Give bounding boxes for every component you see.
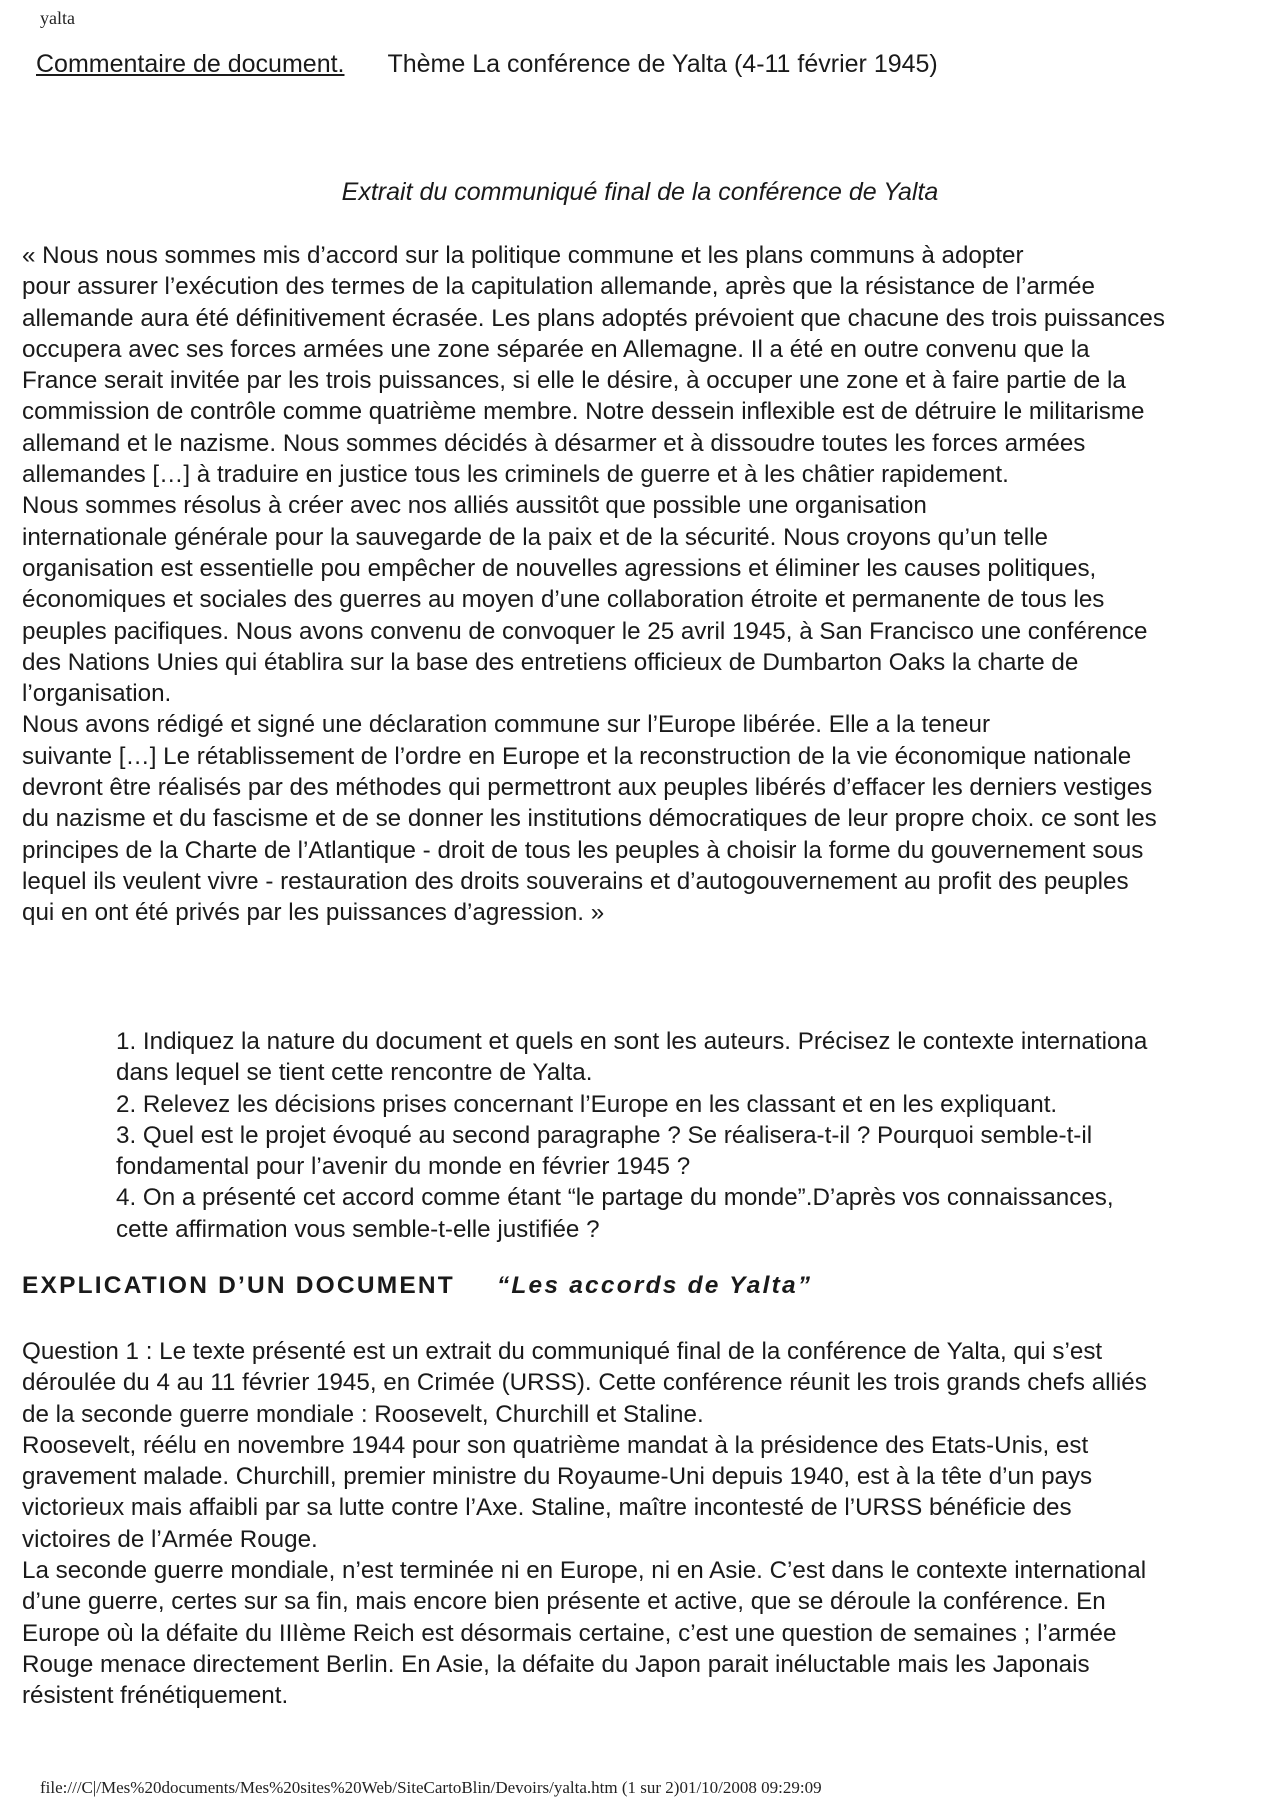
answer-text [22,1336,1262,1712]
answer-paragraph: Roosevelt, réélu en novembre 1944 pour son quatrième mandat à la présidence des Etats-Unis, est gravement malade. Churchill, premier ministre du Royaume-Uni depuis 1940, est à la tête d’un pays victorieux mais affaibli par sa lutte contre l’Axe. Staline, maître incontesté de l’URSS bénéficie des victoires de l’Armée Rouge. [22,1431,1093,1553]
answer-paragraph: Question 1 : Le texte présenté est un extrait du communiqué final de la conférence de Yalta, qui s’est déroulée du 4 au 11 février 1945, en Crimée (URSS). Cette conférence réunit les trois grands chefs alliés de la seconde guerre mondiale : Roosevelt, Churchill et Staline. [22,1338,1147,1428]
explication-subtitle: “Les accords de Yalta” [496,1272,813,1299]
question-item: 1. Indiquez la nature du document et quels en sont les auteurs. Précisez le contexte internationa dans lequel se tient cette rencontre de Yalta. [116,1028,1148,1087]
page-footer: file:///C|/Mes%20documents/Mes%20sites%20Web/SiteCartoBlin/Devoirs/yalta.htm (1 sur 2)01/10/2008 09:29:09 [40,1778,822,1797]
page-tab-title: yalta [40,8,75,28]
explication-heading [22,1272,812,1300]
document-title: Extrait du communiqué final de la conférence de Yalta [341,178,939,206]
answer-paragraph: La seconde guerre mondiale, n’est terminée ni en Europe, ni en Asie. C’est dans le contexte international d’une guerre, certes sur sa fin, mais encore bien présente et active, que se déroule la conférence. En Europe où la défaite du IIIème Reich est désormais certaine, c’est une question de semaines ; l’armée Rouge menace directement Berlin. En Asie, la défaite du Japon parait inéluctable mais les Japonais résistent frénétiquement. [22,1557,1147,1710]
source-text [22,240,1262,929]
explication-title: EXPLICATION D’UN DOCUMENT [22,1272,455,1299]
question-list [116,1026,1147,1245]
question-item: 3. Quel est le projet évoqué au second paragraphe ? Se réalisera-t-il ? Pourquoi semble-t-il fondamental pour l’avenir du monde en février 1945 ? [116,1121,1093,1181]
source-paragraph: Nous avons rédigé et signé une déclaration commune sur l’Europe libérée. Elle a la teneur suivante […] Le rétablissement de l’ordre en Europe et la reconstruction de la vie économique nationale devront être réalisés par des méthodes qui permettront aux peuples libérés d’effacer les derniers vestiges du nazisme et du fascisme et de se donner les institutions démocratiques de leur propre choix. ce sont les principes de la Charte de l’Atlantique - droit de tous les peuples à choisir la forme du gouvernement sous lequel ils veulent vivre - restauration des droits souverains et d’autogouvernement au profit des peuples qui en ont été privés par les puissances d’agression. » [22,711,1157,927]
question-item: 2. Relevez les décisions prises concernant l’Europe en les classant et en les expliquant. [116,1090,1058,1118]
exercise-label: Commentaire de document. [36,50,345,78]
theme-title: Thème La conférence de Yalta (4-11 février 1945) [387,50,938,78]
document-header [36,50,938,79]
question-item: 4. On a présenté cet accord comme étant “le partage du monde”.D’après vos connaissances, cette affirmation vous semble-t-elle justifiée ? [116,1184,1114,1243]
source-paragraph: « Nous nous sommes mis d’accord sur la politique commune et les plans communs à adopter pour assurer l’exécution des termes de la capitulation allemande, après que la résistance de l’armée allemande aura été définitivement écrasée. Les plans adoptés prévoient que chacune des trois puissances occupera avec ses forces armées une zone séparée en Allemagne. Il a été en outre convenu que la France serait invitée par les trois puissances, si elle le désire, à occuper une zone et à faire partie de la commission de contrôle comme quatrième membre. Notre dessein inflexible est de détruire le militarisme allemand et le nazisme. Nous sommes décidés à désarmer et à dissoudre toutes les forces armées allemandes […] à traduire en justice tous les criminels de guerre et à les châtier rapidement. [22,242,1165,489]
source-paragraph: Nous sommes résolus à créer avec nos alliés aussitôt que possible une organisation internationale générale pour la sauvegarde de la paix et de la sécurité. Nous croyons qu’un telle organisation est essentielle pou empêcher de nouvelles agressions et éliminer les causes politiques, économiques et sociales des guerres au moyen d’une collaboration étroite et permanente de tous les peuples pacifiques. Nous avons convenu de convoquer le 25 avril 1945, à San Francisco une conférence des Nations Unies qui établira sur la base des entretiens officieux de Dumbarton Oaks la charte de l’organisation. [22,492,1148,708]
